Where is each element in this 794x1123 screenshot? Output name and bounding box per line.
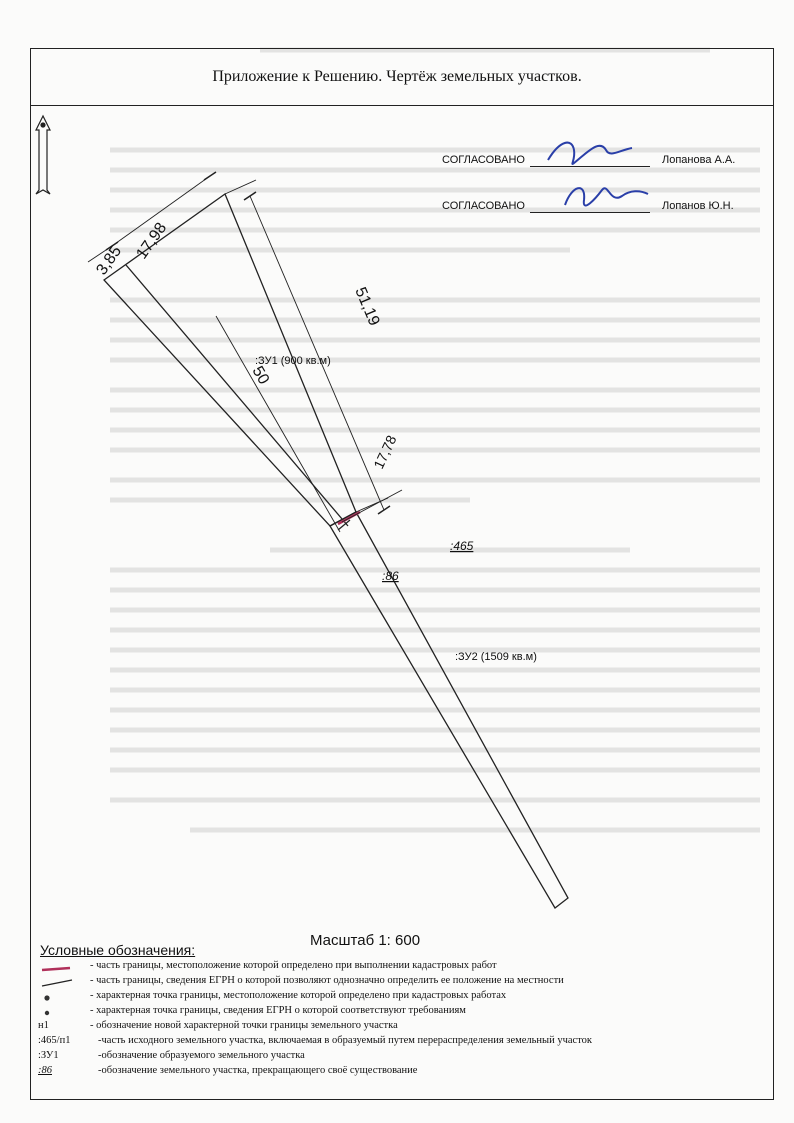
approver-name-2: Лопанов Ю.Н.: [662, 200, 734, 212]
parcel-zu2-outline: [330, 512, 568, 908]
dim-line-50: [216, 316, 340, 532]
north-arrow-icon: [36, 116, 50, 194]
scale-label: Масштаб 1: 600: [310, 932, 421, 949]
legend-item: [38, 1048, 768, 1063]
parcel-zu1-inner: [126, 265, 348, 526]
legend-text: -обозначение земельного участка, прекращающего своё существование: [98, 1065, 418, 1076]
parcel-label-86: :86: [382, 569, 399, 583]
signature-1: [548, 143, 632, 164]
legend-text: - часть границы, сведения ЕГРН о которой позволяют однозначно определить ее положение на местности: [90, 975, 564, 986]
legend-item: [38, 958, 768, 973]
signature-2: [565, 188, 648, 205]
approver-name-1: Лопанова А.А.: [662, 154, 736, 166]
legend: [38, 958, 768, 1078]
approval-label-2: СОГЛАСОВАНО: [442, 200, 525, 212]
parcel-label-zu1: :ЗУ1 (900 кв.м): [255, 355, 331, 367]
dim-label-1798: 17,98: [133, 219, 171, 263]
legend-text: -обозначение образуемого земельного участка: [98, 1050, 305, 1061]
legend-symbol: :465/п1: [38, 1035, 71, 1046]
dim-line-5119: [250, 196, 384, 510]
dim-label-385: 3,85: [93, 243, 126, 279]
legend-title: Условные обозначения:: [40, 942, 196, 958]
parcel-label-zu2: :ЗУ2 (1509 кв.м): [455, 651, 537, 663]
legend-item: [38, 1003, 768, 1018]
legend-item: [38, 973, 768, 988]
legend-item: [38, 1033, 768, 1048]
legend-item: [38, 988, 768, 1003]
approval-label-1: СОГЛАСОВАНО: [442, 154, 525, 166]
dim-label-5119: 51,19: [351, 284, 383, 329]
legend-symbol: н1: [38, 1020, 49, 1031]
parcel-label-465: :465: [450, 539, 474, 553]
page-title: Приложение к Решению. Чертёж земельных участков.: [212, 68, 582, 85]
legend-symbol: :ЗУ1: [38, 1050, 59, 1061]
legend-text: - обозначение новой характерной точки границы земельного участка: [90, 1020, 398, 1031]
legend-text: - характерная точка границы, сведения ЕГРН о которой соответствуют требованиям: [90, 1005, 466, 1016]
legend-text: -часть исходного земельного участка, включаемая в образуемый путем перераспределения земельный участок: [98, 1035, 593, 1046]
legend-text: - характерная точка границы, местоположение которой определено при кадастровых работах: [90, 990, 507, 1001]
dim-line-1778: [342, 490, 402, 522]
dim-label-1778: 17,78: [370, 432, 400, 472]
legend-symbol: :86: [38, 1065, 52, 1076]
dim-label-50: 50: [248, 363, 273, 388]
legend-text: - часть границы, местоположение которой определено при выполнении кадастровых работ: [90, 960, 497, 971]
legend-item: [38, 1063, 768, 1078]
legend-item: [38, 1018, 768, 1033]
